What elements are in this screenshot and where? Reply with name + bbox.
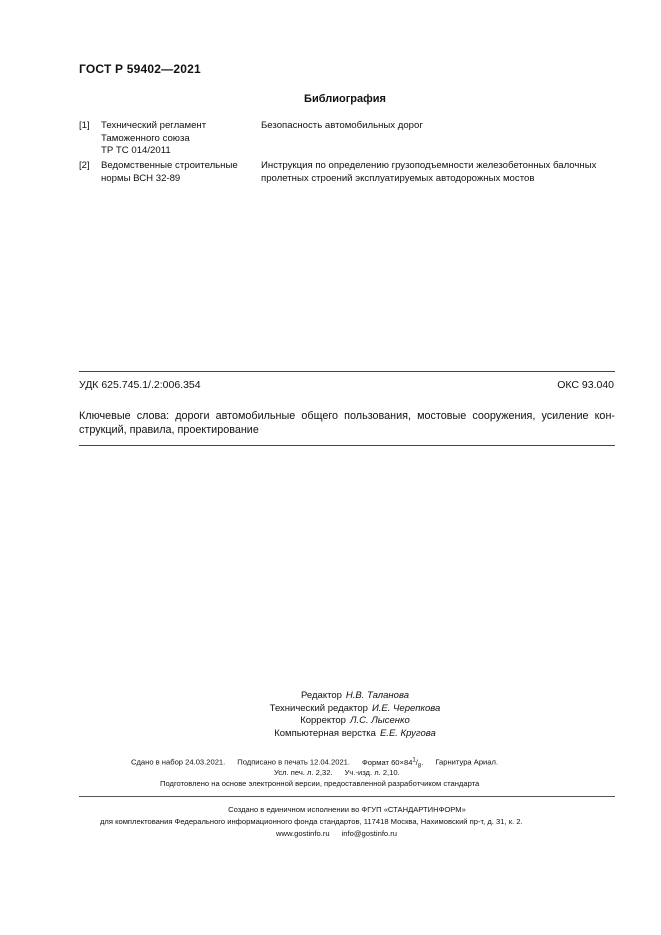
bib-item-document [101,120,251,158]
top-divider [79,371,615,372]
bib-doc-line: ТР ТС 014/2011 [101,145,171,157]
credit-name: И.Е. Черепкова [371,702,441,714]
signed-date: Подписано в печать 12.04.2021. [237,757,350,767]
credit-line [0,715,661,728]
email-link[interactable]: info@gostinfo.ru [341,829,398,838]
credit-name: Н.В. Таланова [345,690,409,701]
credit-line [0,690,661,703]
submitted-date: Сдано в набор 24.03.2021. [131,757,226,767]
bib-doc-line: Ведомственные строительные [101,160,238,171]
bib-item-number: [2] [79,160,90,171]
credit-role: Редактор [301,690,342,701]
bib-desc-line: пролетных строений эксплуатируемых автодорожных мостов [261,172,535,184]
credit-role: Технический редактор [269,702,368,714]
print-sheets: Усл. печ. л. 2,32. [274,768,333,777]
typeface: Гарнитура Ариал. [435,757,499,767]
bib-doc-line: Таможенного союза [101,132,190,144]
bottom-divider [79,445,615,446]
footer-line-2: для комплектования Федерального информационного фонда стандартов, 117418 Москва, Нахимовский пр-т, д. 31, к. 2. [100,817,523,826]
format-numerator: 1 [412,757,416,763]
bib-item-description [261,120,621,133]
bib-item-description [261,160,621,185]
footer-divider [79,796,615,797]
bibliography-title: Библиография [304,93,386,105]
bib-doc-line: Технический регламент [101,120,207,131]
credit-name: Е.Е. Кругова [379,727,436,739]
bib-desc-line: Безопасность автомобильных дорог [261,120,423,131]
publication-line-2 [274,767,400,778]
keywords-line: Ключевые слова: дороги автомобильные общего пользования, мостовые сооружения, усиление кон- [79,410,615,422]
keywords-line: струкций, правила, проектирование [79,424,259,436]
website-link[interactable]: www.gostinfo.ru [276,829,330,838]
credit-role: Компьютерная верстка [274,727,376,739]
print-format: Формат $60\times 84^1/_8$. [362,757,424,770]
keywords [79,409,615,437]
bib-doc-line: нормы ВСН 32-89 [101,172,181,184]
oks-code: ОКС 93.040 [557,379,614,391]
credits-block [0,690,661,740]
bib-item-number: [1] [79,120,90,131]
bib-desc-line: Инструкция по определению грузоподъемности железобетонных балочных [261,160,597,171]
credit-role: Корректор [300,715,346,726]
credit-line [0,728,661,741]
footer-line-1: Создано в единичном исполнении во ФГУП «СТАНДАРТИНФОРМ» [228,805,466,814]
prepared-note: Подготовлено на основе электронной версии, предоставленной разработчиком стандарта [160,779,480,788]
standard-code: ГОСТ Р 59402—2021 [79,62,201,76]
format-denominator: 8 [417,763,422,770]
credit-line [0,703,661,716]
bib-item-document [101,160,251,185]
format-prefix: Формат 60×84 [362,757,413,767]
udk-code: УДК 625.745.1/.2:006.354 [79,379,201,391]
credit-name: Л.С. Лысенко [349,715,410,726]
footer-contacts [276,828,397,839]
publishing-sheets: Уч.-изд. л. 2,10. [344,768,400,777]
